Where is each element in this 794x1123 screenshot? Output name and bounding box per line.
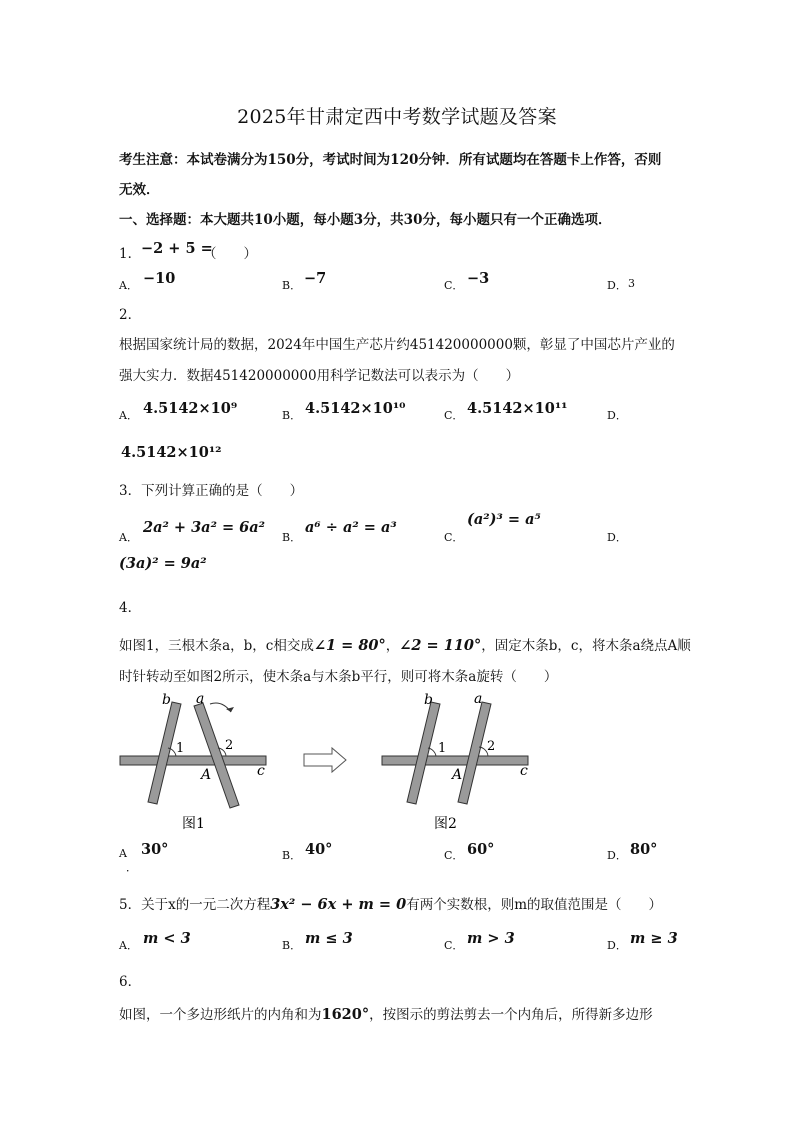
q3-option-b-label: B． bbox=[282, 531, 302, 544]
q2-line-2: 强大实力．数据451420000000用科学记数法可以表示为（ ） bbox=[119, 368, 520, 384]
q4-figures bbox=[110, 690, 550, 838]
q4-option-d-label: D． bbox=[607, 849, 627, 862]
q6-text-pre: 如图，一个多边形纸片的内角和为 bbox=[119, 1007, 322, 1023]
q4-angle-2: ∠2 = 110° bbox=[399, 637, 482, 654]
figure-1 bbox=[120, 691, 266, 832]
q4-text-b: ， bbox=[385, 638, 400, 654]
q5-option-a-value: m < 3 bbox=[143, 930, 191, 947]
fig2-label-b: b bbox=[424, 692, 433, 708]
figure-2 bbox=[382, 691, 528, 832]
q5-option-c-value: m > 3 bbox=[467, 930, 515, 947]
q3-option-d-value: (3a)² = 9a² bbox=[119, 555, 207, 572]
q6-number: 6． bbox=[119, 974, 142, 990]
q5-option-c-label: C． bbox=[444, 939, 464, 952]
fig2-label-c: c bbox=[520, 763, 528, 779]
q3-option-b-value: a⁶ ÷ a² = a³ bbox=[305, 519, 397, 536]
q4-option-c-label: C． bbox=[444, 849, 464, 862]
q4-line-2: 时针转动至如图2所示，使木条a与木条b平行，则可将木条a旋转（ ） bbox=[119, 669, 558, 685]
q3-option-a-value: 2a² + 3a² = 6a² bbox=[143, 519, 265, 536]
q2-option-a-value: 4.5142×10⁹ bbox=[143, 400, 238, 417]
q2-option-c-value: 4.5142×10¹¹ bbox=[467, 400, 568, 417]
q1-paren: （ ） bbox=[203, 246, 257, 262]
q4-number: 4． bbox=[119, 600, 142, 616]
q1-option-c-value: −3 bbox=[467, 270, 490, 287]
fig1-stick-c bbox=[120, 756, 266, 765]
q3-option-a-label: A． bbox=[119, 531, 138, 544]
q5-option-b-value: m ≤ 3 bbox=[305, 930, 353, 947]
q4-text-c: ，固定木条b，c，将木条a绕点A顺 bbox=[481, 638, 691, 654]
q2-option-c-label: C． bbox=[444, 409, 464, 422]
q2-number: 2． bbox=[119, 307, 142, 323]
q3-option-c-value: (a²)³ = a⁵ bbox=[467, 511, 541, 528]
fig1-label-2: 2 bbox=[225, 738, 234, 753]
q4-option-d-value: 80° bbox=[630, 841, 658, 858]
q5-stem bbox=[119, 893, 662, 913]
q1-number: 1． bbox=[119, 246, 142, 262]
q4-text-a: 如图1，三根木条a，b，c相交成 bbox=[119, 638, 314, 654]
fig2-caption: 图2 bbox=[434, 816, 457, 832]
q5-option-d-value: m ≥ 3 bbox=[630, 930, 678, 947]
fig1-point-A: A bbox=[201, 767, 212, 783]
q4-angle-1: ∠1 = 80° bbox=[313, 637, 386, 654]
q2-option-b-value: 4.5142×10¹⁰ bbox=[305, 400, 406, 417]
fig2-stick-c bbox=[382, 756, 528, 765]
q4-line-1 bbox=[119, 634, 691, 654]
fig1-label-a: a bbox=[196, 691, 205, 707]
q1-expression: −2 + 5 = bbox=[141, 240, 213, 257]
q5-option-a-label: A． bbox=[119, 939, 138, 952]
q6-text-post: ，按图示的剪法剪去一个内角后，所得新多边形 bbox=[369, 1007, 653, 1023]
q2-line-1: 根据国家统计局的数据，2024年中国生产芯片约451420000000颗，彰显了中国芯片产业的 bbox=[119, 337, 675, 353]
transition-arrow-icon bbox=[304, 748, 346, 772]
q3-option-c-label: C． bbox=[444, 531, 464, 544]
q1-option-b-label: B． bbox=[282, 279, 302, 292]
q1-option-a-value: −10 bbox=[143, 270, 176, 287]
q1-option-a-label: A． bbox=[119, 279, 138, 292]
fig1-label-1: 1 bbox=[176, 741, 185, 756]
q6-stem bbox=[119, 1003, 653, 1023]
fig1-label-c: c bbox=[257, 763, 265, 779]
q1-option-d-value: 3 bbox=[628, 277, 635, 290]
page-title: 2025年甘肃定西中考数学试题及答案 bbox=[237, 106, 557, 128]
fig2-label-a: a bbox=[474, 691, 483, 707]
q5-text-pre: 5．关于x的一元二次方程 bbox=[119, 897, 271, 913]
q5-option-b-label: B． bbox=[282, 939, 302, 952]
q5-option-d-label: D． bbox=[607, 939, 627, 952]
q5-equation: 3x² − 6x + m = 0 bbox=[270, 896, 407, 913]
q4-option-b-label: B． bbox=[282, 849, 302, 862]
q2-option-d-value: 4.5142×10¹² bbox=[121, 444, 222, 461]
q4-option-b-value: 40° bbox=[305, 841, 333, 858]
q2-option-a-label: A． bbox=[119, 409, 138, 422]
notice-line-2: 无效． bbox=[119, 182, 160, 198]
q6-angle-sum: 1620° bbox=[321, 1006, 370, 1023]
q3-stem: 3．下列计算正确的是（ ） bbox=[119, 483, 304, 499]
notice-line-1: 考生注意：本试卷满分为150分，考试时间为120分钟．所有试题均在答题卡上作答，否则 bbox=[119, 152, 662, 168]
q4-option-a-value: 30° bbox=[141, 841, 169, 858]
q4-option-c-value: 60° bbox=[467, 841, 495, 858]
fig2-label-1: 1 bbox=[438, 741, 447, 756]
fig2-point-A: A bbox=[452, 767, 463, 783]
fig1-rotation-arrow bbox=[210, 703, 231, 712]
q2-option-d-label: D． bbox=[607, 409, 627, 422]
q1-option-d-label: D． bbox=[607, 279, 627, 292]
q1-option-c-label: C． bbox=[444, 279, 464, 292]
q4-option-a-dot: ． bbox=[126, 861, 137, 874]
section-heading: 一、选择题：本大题共10小题，每小题3分，共30分，每小题只有一个正确选项． bbox=[119, 212, 612, 228]
fig1-label-b: b bbox=[162, 692, 171, 708]
q4-option-a-label: A bbox=[119, 847, 127, 860]
q2-option-b-label: B． bbox=[282, 409, 302, 422]
fig2-label-2: 2 bbox=[487, 739, 496, 754]
q5-text-post: 有两个实数根，则m的取值范围是（ ） bbox=[406, 897, 663, 913]
q3-option-d-label: D． bbox=[607, 531, 627, 544]
q1-option-b-value: −7 bbox=[304, 270, 327, 287]
fig1-caption: 图1 bbox=[182, 816, 205, 832]
